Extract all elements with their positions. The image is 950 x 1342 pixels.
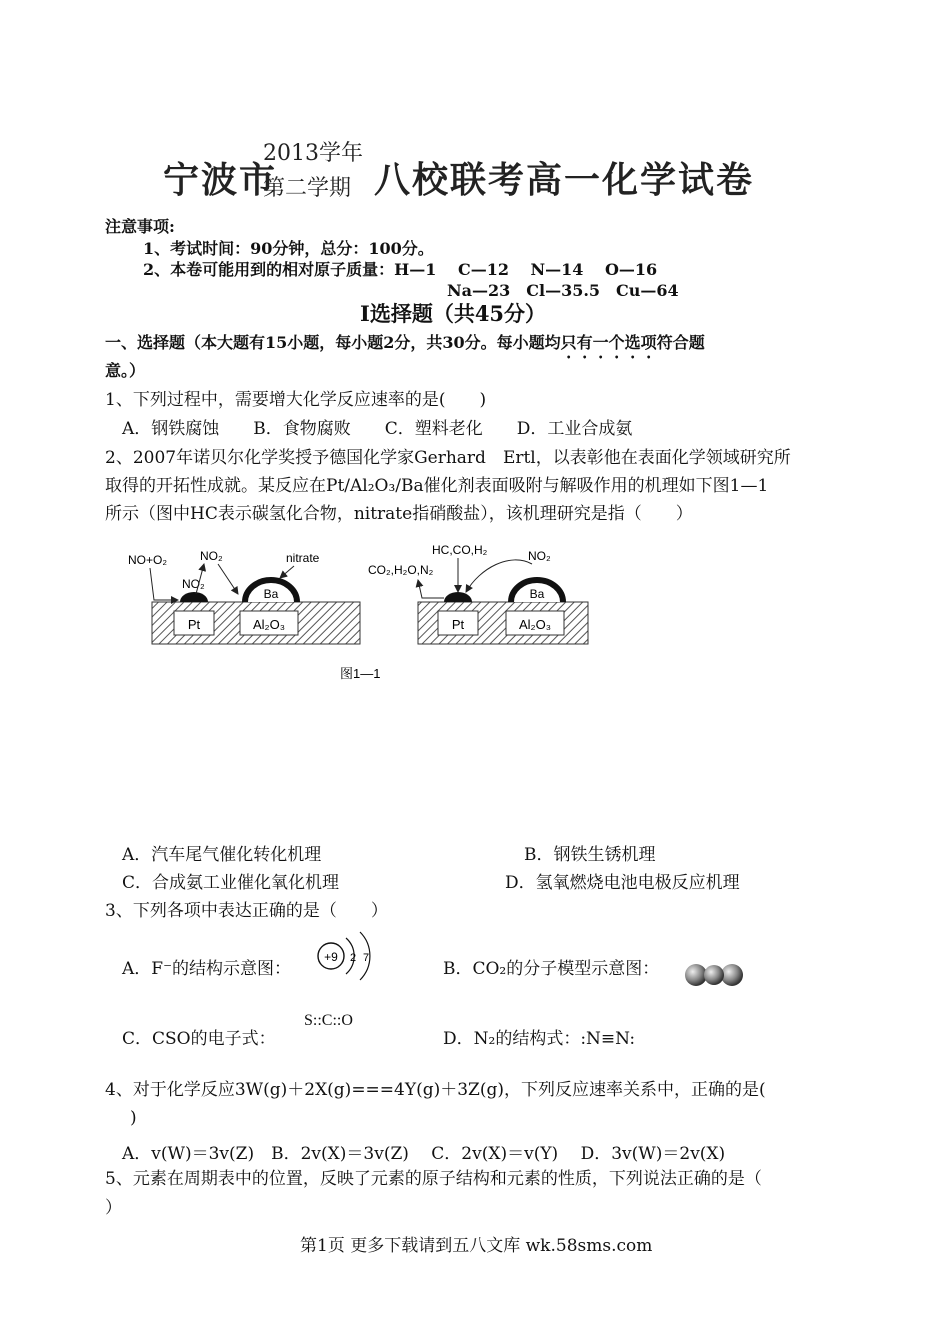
section-intro-end: 意。） bbox=[105, 361, 146, 380]
label-no2-right: NO₂ bbox=[528, 549, 551, 563]
q1-options: A．钢铁腐蚀 B．食物腐败 C．塑料老化 D．工业合成氨 bbox=[122, 419, 633, 439]
f-nucleus-charge: +9 bbox=[324, 950, 338, 964]
label-no2-b: NO₂ bbox=[200, 549, 223, 563]
f-ion-structure-diagram bbox=[312, 928, 382, 984]
label-ba-left: Ba bbox=[263, 587, 279, 601]
pt-particle-left bbox=[180, 592, 208, 602]
title-term: 第二学期 bbox=[263, 176, 352, 201]
label-pt-right: Pt bbox=[451, 617, 465, 632]
q2-stem-line2: 取得的开拓性成就。某反应在Pt/Al₂O₃/Ba催化剂表面吸附与解吸作用的机理如下图1—1 bbox=[105, 476, 769, 496]
q2-option-d: D．氢氧燃烧电池电极反应机理 bbox=[505, 873, 740, 893]
label-co2-h2o-n2: CO₂,H₂O,N₂ bbox=[368, 563, 434, 577]
section-intro-emphasis: 只有一个选项 bbox=[560, 333, 657, 352]
q4-stem: 4、对于化学反应3W(g)＋2X(g)===4Y(g)＋3Z(g)，下列反应速率关系中，正确的是( bbox=[105, 1080, 766, 1100]
q3-option-d: D．N₂的结构式：:N≡N: bbox=[443, 1029, 636, 1049]
q2-stem-line3: 所示（图中HC表示碳氢化合物，nitrate指硝酸盐），该机理研究是指（ ） bbox=[105, 504, 693, 524]
f-shell-1-electrons: 2 bbox=[350, 952, 357, 964]
cso-electron-formula: S::C::O bbox=[304, 1012, 353, 1029]
label-no-o2: NO+O₂ bbox=[128, 553, 167, 567]
figure-catalyst-mechanism bbox=[120, 538, 590, 688]
label-hc-co-h2: HC,CO,H₂ bbox=[432, 543, 488, 557]
q2-option-c: C．合成氨工业催化氧化机理 bbox=[122, 873, 340, 893]
notes-item-mass-2: Na—23 Cl—35.5 Cu—64 bbox=[447, 281, 679, 300]
title-year: 2013学年 bbox=[263, 141, 363, 166]
q3-option-b: B．CO₂的分子模型示意图： bbox=[443, 959, 660, 979]
figure-caption: 图1—1 bbox=[340, 666, 381, 681]
q4-stem-end: ) bbox=[130, 1108, 137, 1128]
q2-option-b: B．钢铁生锈机理 bbox=[524, 845, 656, 865]
page-footer: 第1页 更多下载请到五八文库 wk.58sms.com bbox=[300, 1236, 653, 1256]
label-ba-right: Ba bbox=[529, 587, 545, 601]
notes-item-mass: 2、本卷可能用到的相对原子质量：H—1 C—12 N—14 O—16 bbox=[143, 260, 658, 279]
label-nitrate: nitrate bbox=[286, 551, 320, 565]
q5-stem: 5、元素在周期表中的位置，反映了元素的原子结构和元素的性质，下列说法正确的是（ bbox=[105, 1169, 762, 1189]
q5-stem-end: ） bbox=[105, 1198, 122, 1218]
q4-options: A．v(W)＝3v(Z) B．2v(X)＝3v(Z) C．2v(X)＝v(Y) D．3v(W)＝2v(X) bbox=[122, 1144, 726, 1164]
q3-option-c: C．CSO的电子式： bbox=[122, 1029, 276, 1049]
label-pt-left: Pt bbox=[187, 617, 201, 632]
q2-option-a: A．汽车尾气催化转化机理 bbox=[122, 845, 322, 865]
q3-option-a: A．F⁻的结构示意图： bbox=[122, 959, 292, 979]
section-title: I选择题（共45分） bbox=[360, 301, 547, 326]
q2-stem-line1: 2、2007年诺贝尔化学奖授予德国化学家Gerhard Ertl，以表彰他在表面化学领域研究所 bbox=[105, 448, 791, 468]
q3-stem: 3、下列各项中表达正确的是（ ） bbox=[105, 901, 388, 921]
co2-molecule-model-icon bbox=[684, 960, 744, 990]
label-al2o3-left: Al₂O₃ bbox=[252, 617, 286, 632]
f-shell-2-electrons: 7 bbox=[363, 952, 370, 964]
title-city: 宁波市 bbox=[163, 159, 278, 201]
label-no2-a: NO₂ bbox=[182, 577, 205, 591]
pt-particle-right bbox=[444, 592, 472, 602]
q1-stem: 1、下列过程中，需要增大化学反应速率的是( ) bbox=[105, 390, 487, 410]
notes-item-time: 1、考试时间：90分钟，总分：100分。 bbox=[143, 239, 434, 258]
label-al2o3-right: Al₂O₃ bbox=[518, 617, 552, 632]
notes-heading: 注意事项: bbox=[105, 217, 175, 236]
title-name: 八校联考高一化学试卷 bbox=[374, 159, 755, 201]
section-intro: 一、选择题（本大题有15小题，每小题2分，共30分。每小题均只有一个选项符合题 bbox=[105, 333, 705, 352]
